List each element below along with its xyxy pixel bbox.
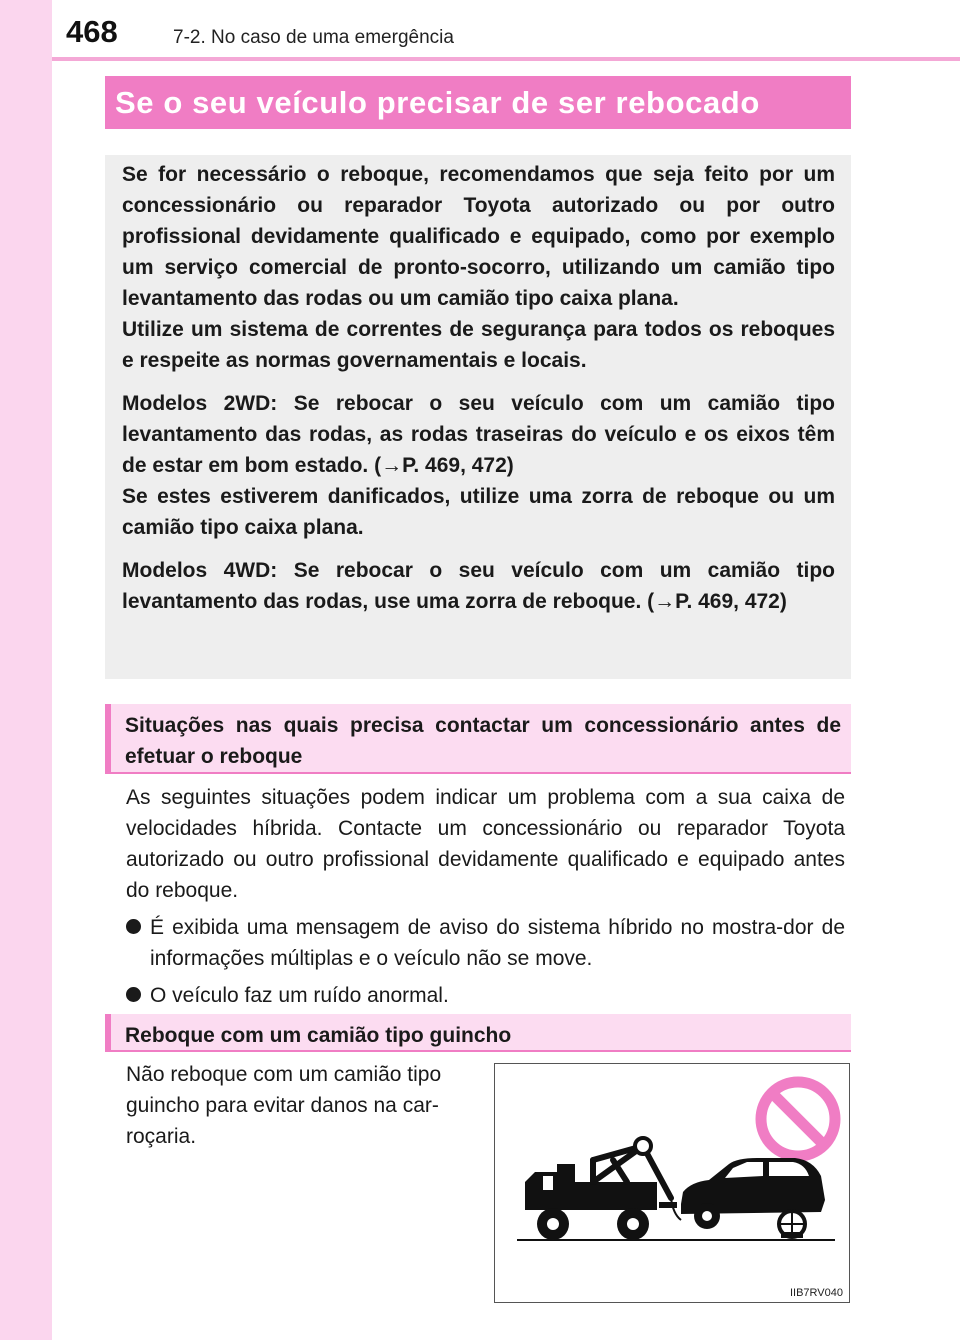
bullet-icon — [126, 987, 141, 1002]
info-paragraph: Utilize um sistema de correntes de segurança para todos os reboques e respeite as normas governamentais e locais. — [122, 318, 835, 372]
bullet-item — [126, 980, 845, 1011]
page-margin-strip — [0, 0, 52, 1340]
running-head: 7-2. No caso de uma emergência — [173, 27, 454, 48]
bullet-item — [126, 912, 845, 974]
prohibited-icon — [761, 1082, 835, 1156]
section-intro: As seguintes situações podem indicar um problema com a sua caixa de velocidades híbrida. Contacte um concessionário ou reparador Toyota autorizado ou outro profissional devidamente qualificado e equipado antes do reboque. — [126, 786, 845, 902]
info-paragraph: Se for necessário o reboque, recomendamos que seja feito por um concessionário ou reparador Toyota autorizado ou por outro profissional devidamente qualificado e equipado, como por exemplo um serviço comercial de pronto-socorro, utilizando um camião tipo levantamento das rodas ou um camião tipo caixa plana. — [122, 163, 835, 310]
section-body — [126, 782, 845, 1011]
section-heading: Situações nas quais precisa contactar um concessionário antes de efetuar o reboque — [105, 704, 851, 774]
header-rule — [52, 57, 960, 61]
bullet-icon — [126, 919, 141, 934]
page-number: 468 — [66, 14, 118, 49]
bullet-text: O veículo faz um ruído anormal. — [150, 984, 449, 1007]
tow-truck-illustration — [494, 1063, 850, 1303]
figure-code: IIB7RV040 — [789, 1287, 843, 1299]
bullet-text: É exibida uma mensagem de aviso do sistema híbrido no mostra-dor de informações múltiplas e o veículo não se move. — [150, 916, 845, 970]
info-paragraph: Modelos 2WD: Se rebocar o seu veículo com um camião tipo levantamento das rodas, as rodas traseiras do veículo e os eixos têm de estar em bom estado. (→P. 469, 472) — [122, 392, 835, 477]
info-paragraph: Se estes estiverem danificados, utilize uma zorra de reboque ou um camião tipo caixa plana. — [122, 485, 835, 539]
info-box — [105, 155, 851, 679]
info-paragraph: Modelos 4WD: Se rebocar o seu veículo com um camião tipo levantamento das rodas, use uma zorra de reboque. (→P. 469, 472) — [122, 559, 835, 613]
tow-truck-drawing — [495, 1064, 849, 1302]
section-heading: Reboque com um camião tipo guincho — [105, 1014, 851, 1052]
page-title: Se o seu veículo precisar de ser rebocado — [105, 76, 851, 129]
towing-warning-text: Não reboque com um camião tipo guincho para evitar danos na car-roçaria. — [126, 1063, 442, 1148]
